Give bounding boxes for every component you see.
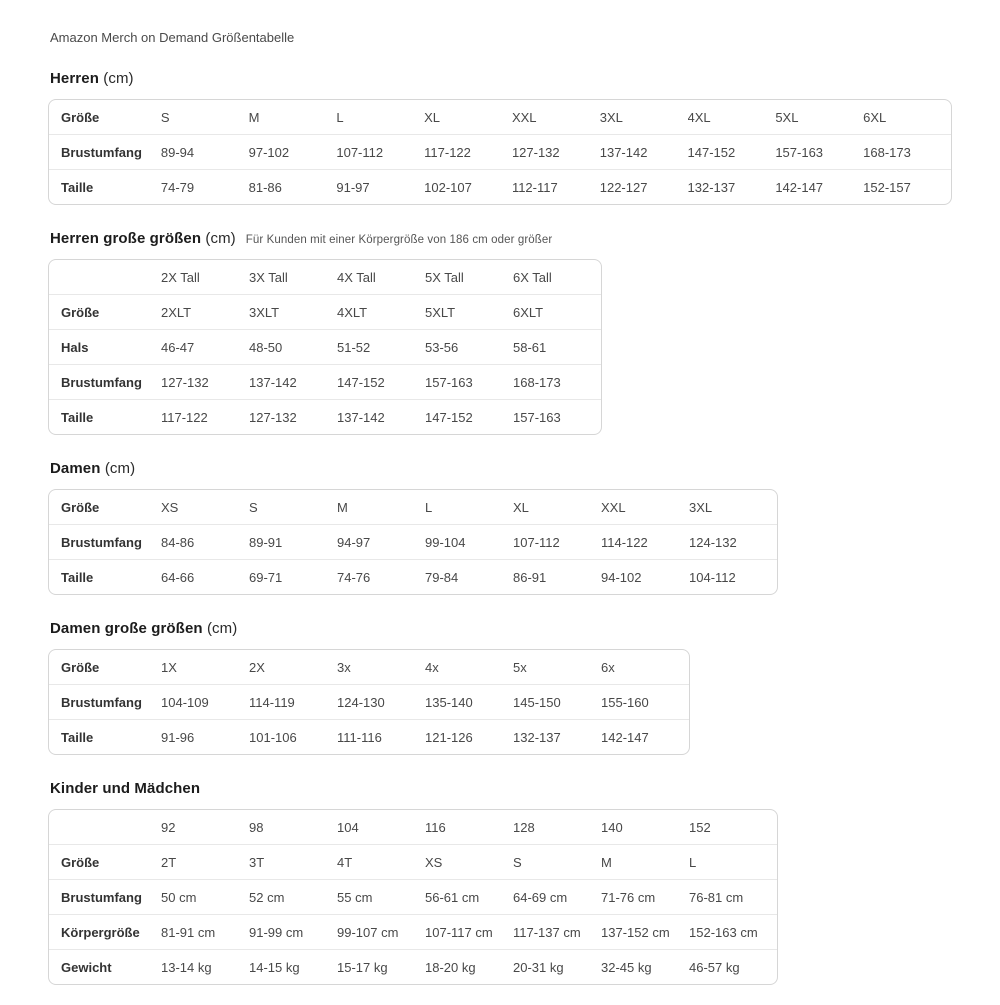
cell: 121-126 <box>425 719 513 754</box>
cell: 157-163 <box>775 134 863 169</box>
herren-size-table <box>48 99 952 205</box>
table-row <box>49 684 689 719</box>
cell: 145-150 <box>513 684 601 719</box>
cell: 114-119 <box>249 684 337 719</box>
row-label: Körpergröße <box>49 914 161 949</box>
column-header: 128 <box>513 819 535 835</box>
cell: 52 cm <box>249 879 337 914</box>
cell: 91-99 cm <box>249 914 337 949</box>
cell: 5XLT <box>425 294 513 329</box>
section-heading-herren <box>50 70 952 87</box>
table-row <box>49 949 777 984</box>
heading-text: Damen große größen <box>50 620 203 637</box>
column-header: L <box>425 499 433 515</box>
cell: 104-109 <box>161 684 249 719</box>
column-header: 116 <box>425 819 446 835</box>
cell: 2XLT <box>161 294 249 329</box>
table-row <box>49 914 777 949</box>
row-label: Brustumfang <box>49 364 161 399</box>
table-row <box>49 294 601 329</box>
cell: 13-14 kg <box>161 949 249 984</box>
column-header: 5X Tall <box>425 269 464 285</box>
cell: 137-142 <box>249 364 337 399</box>
table-row <box>49 559 777 594</box>
table-header-row <box>49 100 951 134</box>
column-header: XXL <box>511 109 537 125</box>
cell: 132-137 <box>688 169 776 204</box>
table-row <box>49 524 777 559</box>
column-header: S <box>160 109 170 125</box>
row-label: Größe <box>49 294 161 329</box>
row-label: Taille <box>49 559 161 594</box>
row-label: Brustumfang <box>49 524 161 559</box>
cell: 111-116 <box>337 719 425 754</box>
heading-text: Herren große größen <box>50 230 202 247</box>
column-header: 6XL <box>863 109 887 125</box>
cell: 124-132 <box>689 524 777 559</box>
cell: 137-142 <box>600 134 688 169</box>
cell: 117-122 <box>424 134 512 169</box>
cell: 97-102 <box>249 134 337 169</box>
cell: S <box>513 844 601 879</box>
cell: 147-152 <box>688 134 776 169</box>
heading-text: Herren <box>50 70 99 87</box>
column-header: 4X Tall <box>337 269 376 285</box>
heading-unit: (cm) <box>103 70 134 87</box>
heading-note: Für Kunden mit einer Körpergröße von 186 cm oder größer <box>245 234 553 246</box>
cell: 71-76 cm <box>601 879 689 914</box>
cell: 117-137 cm <box>513 914 601 949</box>
cell: 94-97 <box>337 524 425 559</box>
column-header: M <box>337 499 348 515</box>
cell: 48-50 <box>249 329 337 364</box>
damen-grosse-groessen-size-table <box>48 649 690 755</box>
cell: 117-122 <box>161 399 249 434</box>
cell: 102-107 <box>424 169 512 204</box>
row-label: Taille <box>49 719 161 754</box>
column-header: 3XL <box>599 109 623 125</box>
column-header: 4x <box>425 659 439 675</box>
table-row <box>49 364 601 399</box>
table-header-row <box>49 260 601 294</box>
table-row <box>49 169 951 204</box>
cell: 56-61 cm <box>425 879 513 914</box>
cell: 157-163 <box>425 364 513 399</box>
cell: 79-84 <box>425 559 513 594</box>
heading-unit: (cm) <box>206 620 238 637</box>
cell: 69-71 <box>249 559 337 594</box>
table-row <box>49 329 601 364</box>
cell: M <box>601 844 689 879</box>
cell: 32-45 kg <box>601 949 689 984</box>
cell: 147-152 <box>425 399 513 434</box>
section-kinder-und-maedchen <box>48 780 952 985</box>
cell: 89-91 <box>249 524 337 559</box>
row-label: Größe <box>49 844 161 879</box>
cell: 124-130 <box>337 684 425 719</box>
column-header: 98 <box>249 819 264 835</box>
cell: 107-117 cm <box>425 914 513 949</box>
cell: 94-102 <box>601 559 689 594</box>
column-header: 2X Tall <box>161 269 200 285</box>
cell: 127-132 <box>161 364 249 399</box>
cell: 81-86 <box>249 169 337 204</box>
cell: 64-69 cm <box>513 879 601 914</box>
table-row <box>49 844 777 879</box>
row-label: Brustumfang <box>49 879 161 914</box>
cell: 50 cm <box>161 879 249 914</box>
cell: 14-15 kg <box>249 949 337 984</box>
cell: 91-96 <box>161 719 249 754</box>
table-header-row <box>49 490 777 524</box>
cell: 74-79 <box>161 169 249 204</box>
cell: 152-163 cm <box>689 914 777 949</box>
column-header: 4XL <box>687 109 711 125</box>
cell: 2T <box>161 844 249 879</box>
cell: 46-47 <box>161 329 249 364</box>
heading-unit: (cm) <box>104 460 136 477</box>
cell: 107-112 <box>513 524 601 559</box>
cell: L <box>689 844 777 879</box>
section-herren-grosse-groessen <box>48 230 952 435</box>
column-header: L <box>336 109 344 125</box>
table-header-row <box>49 650 689 684</box>
cell: 112-117 <box>512 169 600 204</box>
section-heading-damen <box>50 460 952 477</box>
cell: 104-112 <box>689 559 777 594</box>
heading-text: Damen <box>50 460 101 477</box>
column-header: 3X Tall <box>249 269 288 285</box>
cell: 58-61 <box>513 329 601 364</box>
cell: 107-112 <box>336 134 424 169</box>
cell: 147-152 <box>337 364 425 399</box>
cell: 114-122 <box>601 524 689 559</box>
column-header: 104 <box>337 819 359 835</box>
column-header: 5x <box>513 659 527 675</box>
heading-text: Kinder und Mädchen <box>50 780 201 797</box>
row-label: Brustumfang <box>49 134 161 169</box>
heading-unit: (cm) <box>205 230 236 247</box>
cell: 127-132 <box>249 399 337 434</box>
cell: 55 cm <box>337 879 425 914</box>
cell: 142-147 <box>775 169 863 204</box>
cell: 135-140 <box>425 684 513 719</box>
column-header: XS <box>161 499 179 515</box>
column-header: 6X Tall <box>513 269 552 285</box>
section-herren <box>48 70 952 205</box>
section-damen <box>48 460 952 595</box>
cell: 64-66 <box>161 559 249 594</box>
column-header: 5XL <box>775 109 799 125</box>
column-header: XXL <box>601 499 626 515</box>
cell: 3T <box>249 844 337 879</box>
row-label: Taille <box>49 169 161 204</box>
column-header-label: Größe <box>61 659 100 675</box>
table-row <box>49 134 951 169</box>
cell: 168-173 <box>513 364 601 399</box>
kinder-und-maedchen-size-table <box>48 809 778 985</box>
page-title: Amazon Merch on Demand Größentabelle <box>50 30 295 45</box>
section-heading-herren-grosse-groessen <box>50 230 952 247</box>
cell: 142-147 <box>601 719 689 754</box>
column-header: M <box>248 109 260 125</box>
row-label: Hals <box>49 329 161 364</box>
table-header-row <box>49 810 777 844</box>
cell: 86-91 <box>513 559 601 594</box>
cell: 155-160 <box>601 684 689 719</box>
cell: 18-20 kg <box>425 949 513 984</box>
cell: 152-157 <box>863 169 951 204</box>
row-label: Taille <box>49 399 161 434</box>
cell: 76-81 cm <box>689 879 777 914</box>
table-row <box>49 399 601 434</box>
cell: 137-152 cm <box>601 914 689 949</box>
column-header-label <box>49 810 161 844</box>
cell: 127-132 <box>512 134 600 169</box>
cell: 84-86 <box>161 524 249 559</box>
column-header-label: Größe <box>61 499 100 515</box>
cell: 3XLT <box>249 294 337 329</box>
herren-grosse-groessen-size-table <box>48 259 602 435</box>
cell: 53-56 <box>425 329 513 364</box>
row-label: Gewicht <box>49 949 161 984</box>
table-row <box>49 879 777 914</box>
column-header: 1X <box>161 659 177 675</box>
cell: 74-76 <box>337 559 425 594</box>
table-row <box>49 719 689 754</box>
column-header: 2X <box>249 659 265 675</box>
column-header: 140 <box>601 819 623 835</box>
column-header: 152 <box>689 819 711 835</box>
cell: 122-127 <box>600 169 688 204</box>
cell: 81-91 cm <box>161 914 249 949</box>
column-header: XL <box>513 499 529 515</box>
row-label: Brustumfang <box>49 684 161 719</box>
cell: 99-104 <box>425 524 513 559</box>
column-header: 92 <box>161 819 176 835</box>
cell: 137-142 <box>337 399 425 434</box>
column-header-label: Größe <box>61 109 100 125</box>
cell: 99-107 cm <box>337 914 425 949</box>
cell: 6XLT <box>513 294 601 329</box>
cell: 132-137 <box>513 719 601 754</box>
cell: 15-17 kg <box>337 949 425 984</box>
cell: 4XLT <box>337 294 425 329</box>
cell: 89-94 <box>161 134 249 169</box>
column-header: S <box>249 499 258 515</box>
cell: XS <box>425 844 513 879</box>
section-heading-damen-grosse-groessen <box>50 620 952 637</box>
column-header: 6x <box>601 659 615 675</box>
cell: 4T <box>337 844 425 879</box>
column-header: XL <box>424 109 441 125</box>
section-damen-grosse-groessen <box>48 620 952 755</box>
cell: 168-173 <box>863 134 951 169</box>
cell: 157-163 <box>513 399 601 434</box>
section-heading-kinder-und-maedchen <box>50 780 952 797</box>
cell: 20-31 kg <box>513 949 601 984</box>
column-header: 3XL <box>689 499 713 515</box>
cell: 51-52 <box>337 329 425 364</box>
column-header: 3x <box>337 659 351 675</box>
cell: 101-106 <box>249 719 337 754</box>
cell: 91-97 <box>336 169 424 204</box>
damen-size-table <box>48 489 778 595</box>
column-header-label <box>49 260 161 294</box>
cell: 46-57 kg <box>689 949 777 984</box>
